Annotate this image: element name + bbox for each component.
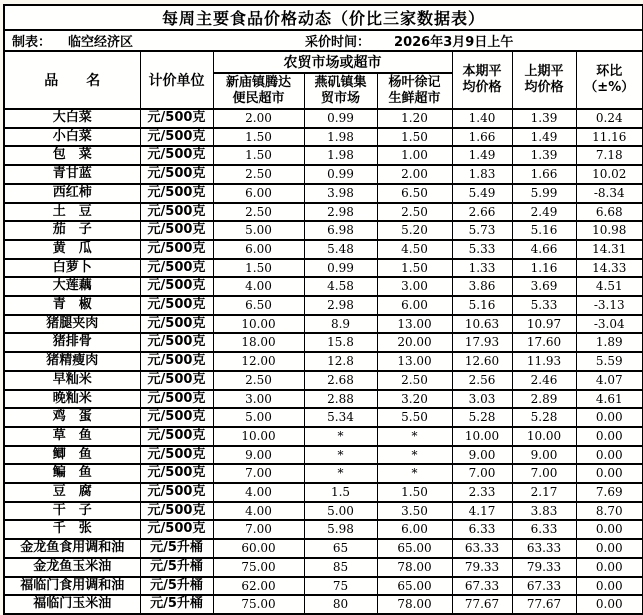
food-price-table bbox=[3, 4, 643, 615]
current-avg-price: 2.33 bbox=[452, 483, 512, 502]
unit: 元/500克 bbox=[140, 203, 213, 222]
current-avg-price: 1.49 bbox=[452, 146, 512, 165]
price-market-3: 1.20 bbox=[377, 109, 452, 128]
price-market-1: 10.00 bbox=[213, 427, 304, 446]
price-market-1: 5.00 bbox=[213, 221, 304, 240]
previous-avg-price: 6.33 bbox=[512, 520, 576, 539]
previous-avg-price: 2.17 bbox=[512, 483, 576, 502]
product-name: 大莲藕 bbox=[4, 277, 140, 296]
mom-change: -3.13 bbox=[576, 296, 643, 315]
product-name: 鲫 鱼 bbox=[4, 446, 140, 465]
price-market-2: 5.98 bbox=[304, 520, 377, 539]
mom-change: 7.18 bbox=[576, 146, 643, 165]
table-row bbox=[4, 558, 643, 577]
price-market-3: 1.50 bbox=[377, 259, 452, 278]
previous-avg-price: 63.33 bbox=[512, 539, 576, 558]
price-market-2: 6.98 bbox=[304, 221, 377, 240]
price-market-1: 18.00 bbox=[213, 333, 304, 352]
pricing-time-value: 2026年3月9日上午 bbox=[394, 35, 514, 50]
price-market-1: 2.50 bbox=[213, 165, 304, 184]
current-avg-price: 5.28 bbox=[452, 408, 512, 427]
table-row bbox=[4, 502, 643, 521]
price-market-3: 65.00 bbox=[377, 577, 452, 596]
col-header-market-group: 农贸市场或超市 bbox=[213, 51, 452, 73]
price-market-1: 4.00 bbox=[213, 277, 304, 296]
previous-avg-price: 1.39 bbox=[512, 109, 576, 128]
price-market-1: 9.00 bbox=[213, 446, 304, 465]
current-avg-price: 1.33 bbox=[452, 259, 512, 278]
current-avg-price: 5.73 bbox=[452, 221, 512, 240]
table-row bbox=[4, 577, 643, 596]
unit: 元/500克 bbox=[140, 483, 213, 502]
price-market-3: 3.50 bbox=[377, 502, 452, 521]
unit: 元/500克 bbox=[140, 427, 213, 446]
price-market-2: 3.98 bbox=[304, 184, 377, 203]
product-name: 干 子 bbox=[4, 502, 140, 521]
table-row bbox=[4, 371, 643, 390]
price-table-body bbox=[4, 109, 643, 614]
product-name: 猪精瘦肉 bbox=[4, 352, 140, 371]
product-name: 草 鱼 bbox=[4, 427, 140, 446]
price-market-3: 6.00 bbox=[377, 520, 452, 539]
price-market-2: 1.5 bbox=[304, 483, 377, 502]
current-avg-price: 5.49 bbox=[452, 184, 512, 203]
previous-avg-price: 9.00 bbox=[512, 446, 576, 465]
current-avg-price: 67.33 bbox=[452, 577, 512, 596]
price-market-2: 0.99 bbox=[304, 165, 377, 184]
current-avg-price: 3.03 bbox=[452, 390, 512, 409]
unit: 元/500克 bbox=[140, 146, 213, 165]
current-avg-price: 7.00 bbox=[452, 464, 512, 483]
price-market-2: 1.98 bbox=[304, 128, 377, 147]
price-market-2: 12.8 bbox=[304, 352, 377, 371]
price-market-3: 2.00 bbox=[377, 165, 452, 184]
unit: 元/500克 bbox=[140, 390, 213, 409]
price-market-3: 2.50 bbox=[377, 203, 452, 222]
mom-change: 0.00 bbox=[576, 408, 643, 427]
mom-change: 4.07 bbox=[576, 371, 643, 390]
table-row bbox=[4, 539, 643, 558]
current-avg-price: 5.33 bbox=[452, 240, 512, 259]
previous-avg-price: 5.33 bbox=[512, 296, 576, 315]
price-market-2: 1.98 bbox=[304, 146, 377, 165]
mom-change: -8.34 bbox=[576, 184, 643, 203]
header-row-group bbox=[4, 51, 643, 73]
pricing-time-label: 采价时间： bbox=[305, 35, 371, 50]
table-row bbox=[4, 128, 643, 147]
current-avg-price: 9.00 bbox=[452, 446, 512, 465]
table-row bbox=[4, 333, 643, 352]
product-name: 金龙鱼玉米油 bbox=[4, 558, 140, 577]
title-row bbox=[4, 5, 643, 30]
current-avg-price: 63.33 bbox=[452, 539, 512, 558]
mom-change: 14.31 bbox=[576, 240, 643, 259]
price-market-3: 65.00 bbox=[377, 539, 452, 558]
table-row bbox=[4, 221, 643, 240]
mom-change: 10.98 bbox=[576, 221, 643, 240]
previous-avg-price: 2.89 bbox=[512, 390, 576, 409]
product-name: 青甘蓝 bbox=[4, 165, 140, 184]
previous-avg-price: 5.16 bbox=[512, 221, 576, 240]
maker-value: 临空经济区 bbox=[68, 35, 134, 50]
col-header-market-2: 燕矶镇集 贸市场 bbox=[304, 73, 377, 109]
previous-avg-price: 5.28 bbox=[512, 408, 576, 427]
table-row bbox=[4, 352, 643, 371]
price-market-1: 6.00 bbox=[213, 184, 304, 203]
current-avg-price: 4.17 bbox=[452, 502, 512, 521]
table-row bbox=[4, 165, 643, 184]
price-market-3: 3.00 bbox=[377, 277, 452, 296]
table-row bbox=[4, 146, 643, 165]
product-name: 青 椒 bbox=[4, 296, 140, 315]
price-market-3: 5.20 bbox=[377, 221, 452, 240]
price-market-1: 60.00 bbox=[213, 539, 304, 558]
product-name: 福临门食用调和油 bbox=[4, 577, 140, 596]
table-row bbox=[4, 259, 643, 278]
unit: 元/5升桶 bbox=[140, 539, 213, 558]
price-market-2: 65 bbox=[304, 539, 377, 558]
table-row bbox=[4, 315, 643, 334]
price-market-2: * bbox=[304, 427, 377, 446]
unit: 元/500克 bbox=[140, 352, 213, 371]
current-avg-price: 1.40 bbox=[452, 109, 512, 128]
product-name: 鸡 蛋 bbox=[4, 408, 140, 427]
product-name: 福临门玉米油 bbox=[4, 595, 140, 614]
price-market-1: 4.00 bbox=[213, 483, 304, 502]
table-row bbox=[4, 427, 643, 446]
price-market-2: 2.98 bbox=[304, 203, 377, 222]
price-market-2: 0.99 bbox=[304, 259, 377, 278]
price-market-2: 75 bbox=[304, 577, 377, 596]
current-avg-price: 79.33 bbox=[452, 558, 512, 577]
col-header-mom: 环比 （±%） bbox=[576, 51, 643, 109]
price-market-2: 5.00 bbox=[304, 502, 377, 521]
price-market-1: 75.00 bbox=[213, 595, 304, 614]
col-header-market-3: 杨叶徐记 生鲜超市 bbox=[377, 73, 452, 109]
price-market-2: * bbox=[304, 464, 377, 483]
mom-change: 6.68 bbox=[576, 203, 643, 222]
price-market-1: 1.50 bbox=[213, 146, 304, 165]
previous-avg-price: 67.33 bbox=[512, 577, 576, 596]
mom-change: 0.00 bbox=[576, 427, 643, 446]
price-market-2: 8.9 bbox=[304, 315, 377, 334]
price-market-3: 5.50 bbox=[377, 408, 452, 427]
product-name: 豆 腐 bbox=[4, 483, 140, 502]
price-market-2: 4.58 bbox=[304, 277, 377, 296]
mom-change: 7.69 bbox=[576, 483, 643, 502]
product-name: 包 菜 bbox=[4, 146, 140, 165]
price-market-1: 75.00 bbox=[213, 558, 304, 577]
previous-avg-price: 10.00 bbox=[512, 427, 576, 446]
table-row bbox=[4, 408, 643, 427]
col-header-previous-avg: 上期平 均价格 bbox=[512, 51, 576, 109]
previous-avg-price: 11.93 bbox=[512, 352, 576, 371]
price-market-3: 78.00 bbox=[377, 558, 452, 577]
price-market-3: 1.50 bbox=[377, 128, 452, 147]
current-avg-price: 5.16 bbox=[452, 296, 512, 315]
previous-avg-price: 17.60 bbox=[512, 333, 576, 352]
previous-avg-price: 10.97 bbox=[512, 315, 576, 334]
mom-change: 4.51 bbox=[576, 277, 643, 296]
unit: 元/500克 bbox=[140, 333, 213, 352]
unit: 元/500克 bbox=[140, 315, 213, 334]
mom-change: 11.16 bbox=[576, 128, 643, 147]
current-avg-price: 2.56 bbox=[452, 371, 512, 390]
price-market-2: 15.8 bbox=[304, 333, 377, 352]
unit: 元/500克 bbox=[140, 259, 213, 278]
previous-avg-price: 7.00 bbox=[512, 464, 576, 483]
unit: 元/500克 bbox=[140, 371, 213, 390]
price-market-1: 2.50 bbox=[213, 371, 304, 390]
product-name: 茄 子 bbox=[4, 221, 140, 240]
price-market-2: 80 bbox=[304, 595, 377, 614]
price-market-2: 5.48 bbox=[304, 240, 377, 259]
current-avg-price: 6.33 bbox=[452, 520, 512, 539]
price-market-3: 13.00 bbox=[377, 352, 452, 371]
unit: 元/500克 bbox=[140, 464, 213, 483]
unit: 元/500克 bbox=[140, 502, 213, 521]
price-market-1: 5.00 bbox=[213, 408, 304, 427]
price-market-1: 7.00 bbox=[213, 520, 304, 539]
price-market-2: 85 bbox=[304, 558, 377, 577]
table-row bbox=[4, 446, 643, 465]
mom-change: -3.04 bbox=[576, 315, 643, 334]
previous-avg-price: 2.49 bbox=[512, 203, 576, 222]
unit: 元/500克 bbox=[140, 184, 213, 203]
current-avg-price: 2.66 bbox=[452, 203, 512, 222]
table-row bbox=[4, 483, 643, 502]
unit: 元/500克 bbox=[140, 296, 213, 315]
price-market-2: 2.68 bbox=[304, 371, 377, 390]
product-name: 千 张 bbox=[4, 520, 140, 539]
table-row bbox=[4, 240, 643, 259]
product-name: 土 豆 bbox=[4, 203, 140, 222]
table-row bbox=[4, 464, 643, 483]
unit: 元/500克 bbox=[140, 240, 213, 259]
col-header-product: 品 名 bbox=[4, 51, 140, 109]
current-avg-price: 10.63 bbox=[452, 315, 512, 334]
price-market-3: 4.50 bbox=[377, 240, 452, 259]
price-market-1: 3.00 bbox=[213, 390, 304, 409]
previous-avg-price: 2.46 bbox=[512, 371, 576, 390]
product-name: 猪腿夹肉 bbox=[4, 315, 140, 334]
mom-change: 10.02 bbox=[576, 165, 643, 184]
maker-label: 制表： bbox=[12, 35, 52, 50]
price-market-1: 12.00 bbox=[213, 352, 304, 371]
table-row bbox=[4, 595, 643, 614]
price-market-3: 78.00 bbox=[377, 595, 452, 614]
mom-change: 4.61 bbox=[576, 390, 643, 409]
price-market-3: 1.00 bbox=[377, 146, 452, 165]
product-name: 白萝卜 bbox=[4, 259, 140, 278]
mom-change: 14.33 bbox=[576, 259, 643, 278]
price-market-3: 13.00 bbox=[377, 315, 452, 334]
unit: 元/500克 bbox=[140, 128, 213, 147]
current-avg-price: 77.67 bbox=[452, 595, 512, 614]
price-market-1: 6.50 bbox=[213, 296, 304, 315]
table-row bbox=[4, 390, 643, 409]
unit: 元/500克 bbox=[140, 408, 213, 427]
previous-avg-price: 1.49 bbox=[512, 128, 576, 147]
unit: 元/5升桶 bbox=[140, 558, 213, 577]
product-name: 金龙鱼食用调和油 bbox=[4, 539, 140, 558]
mom-change: 0.00 bbox=[576, 520, 643, 539]
current-avg-price: 3.86 bbox=[452, 277, 512, 296]
price-market-3: 3.20 bbox=[377, 390, 452, 409]
previous-avg-price: 3.83 bbox=[512, 502, 576, 521]
mom-change: 0.00 bbox=[576, 558, 643, 577]
previous-avg-price: 4.66 bbox=[512, 240, 576, 259]
current-avg-price: 10.00 bbox=[452, 427, 512, 446]
meta-line bbox=[5, 31, 642, 50]
table-row bbox=[4, 520, 643, 539]
table-row bbox=[4, 184, 643, 203]
price-market-1: 6.00 bbox=[213, 240, 304, 259]
product-name: 黄 瓜 bbox=[4, 240, 140, 259]
current-avg-price: 17.93 bbox=[452, 333, 512, 352]
price-market-1: 2.50 bbox=[213, 203, 304, 222]
mom-change: 5.59 bbox=[576, 352, 643, 371]
table-row bbox=[4, 109, 643, 128]
price-market-1: 1.50 bbox=[213, 128, 304, 147]
previous-avg-price: 79.33 bbox=[512, 558, 576, 577]
price-market-1: 62.00 bbox=[213, 577, 304, 596]
price-market-3: * bbox=[377, 464, 452, 483]
unit: 元/500克 bbox=[140, 221, 213, 240]
price-market-3: 6.50 bbox=[377, 184, 452, 203]
table-row bbox=[4, 277, 643, 296]
previous-avg-price: 1.16 bbox=[512, 259, 576, 278]
previous-avg-price: 3.69 bbox=[512, 277, 576, 296]
price-market-2: 2.98 bbox=[304, 296, 377, 315]
mom-change: 0.00 bbox=[576, 464, 643, 483]
current-avg-price: 1.83 bbox=[452, 165, 512, 184]
product-name: 小白菜 bbox=[4, 128, 140, 147]
mom-change: 0.24 bbox=[576, 109, 643, 128]
col-header-market-1: 新庙镇腾达 便民超市 bbox=[213, 73, 304, 109]
product-name: 大白菜 bbox=[4, 109, 140, 128]
unit: 元/5升桶 bbox=[140, 595, 213, 614]
current-avg-price: 1.66 bbox=[452, 128, 512, 147]
price-market-2: 0.99 bbox=[304, 109, 377, 128]
col-header-current-avg: 本期平 均价格 bbox=[452, 51, 512, 109]
unit: 元/500克 bbox=[140, 109, 213, 128]
mom-change: 0.00 bbox=[576, 577, 643, 596]
product-name: 晚籼米 bbox=[4, 390, 140, 409]
product-name: 鳊 鱼 bbox=[4, 464, 140, 483]
price-market-1: 2.00 bbox=[213, 109, 304, 128]
table-row bbox=[4, 203, 643, 222]
mom-change: 8.70 bbox=[576, 502, 643, 521]
unit: 元/500克 bbox=[140, 277, 213, 296]
price-market-3: 6.00 bbox=[377, 296, 452, 315]
price-market-1: 10.00 bbox=[213, 315, 304, 334]
product-name: 早籼米 bbox=[4, 371, 140, 390]
product-name: 猪排骨 bbox=[4, 333, 140, 352]
unit: 元/500克 bbox=[140, 520, 213, 539]
previous-avg-price: 1.66 bbox=[512, 165, 576, 184]
price-market-3: * bbox=[377, 446, 452, 465]
mom-change: 0.00 bbox=[576, 595, 643, 614]
mom-change: 0.00 bbox=[576, 446, 643, 465]
price-market-3: 2.50 bbox=[377, 371, 452, 390]
price-market-2: 2.88 bbox=[304, 390, 377, 409]
table-row bbox=[4, 296, 643, 315]
table-title: 每周主要食品价格动态（价比三家数据表） bbox=[4, 5, 643, 30]
unit: 元/5升桶 bbox=[140, 577, 213, 596]
previous-avg-price: 5.99 bbox=[512, 184, 576, 203]
col-header-unit: 计价单位 bbox=[140, 51, 213, 109]
price-market-3: 1.50 bbox=[377, 483, 452, 502]
previous-avg-price: 1.39 bbox=[512, 146, 576, 165]
meta-row bbox=[4, 30, 643, 51]
mom-change: 1.89 bbox=[576, 333, 643, 352]
previous-avg-price: 77.67 bbox=[512, 595, 576, 614]
mom-change: 0.00 bbox=[576, 539, 643, 558]
price-market-1: 7.00 bbox=[213, 464, 304, 483]
price-market-1: 1.50 bbox=[213, 259, 304, 278]
price-market-1: 4.00 bbox=[213, 502, 304, 521]
price-market-3: * bbox=[377, 427, 452, 446]
current-avg-price: 12.60 bbox=[452, 352, 512, 371]
price-market-3: 20.00 bbox=[377, 333, 452, 352]
price-market-2: * bbox=[304, 446, 377, 465]
unit: 元/500克 bbox=[140, 165, 213, 184]
product-name: 西红柿 bbox=[4, 184, 140, 203]
price-market-2: 5.34 bbox=[304, 408, 377, 427]
unit: 元/500克 bbox=[140, 446, 213, 465]
